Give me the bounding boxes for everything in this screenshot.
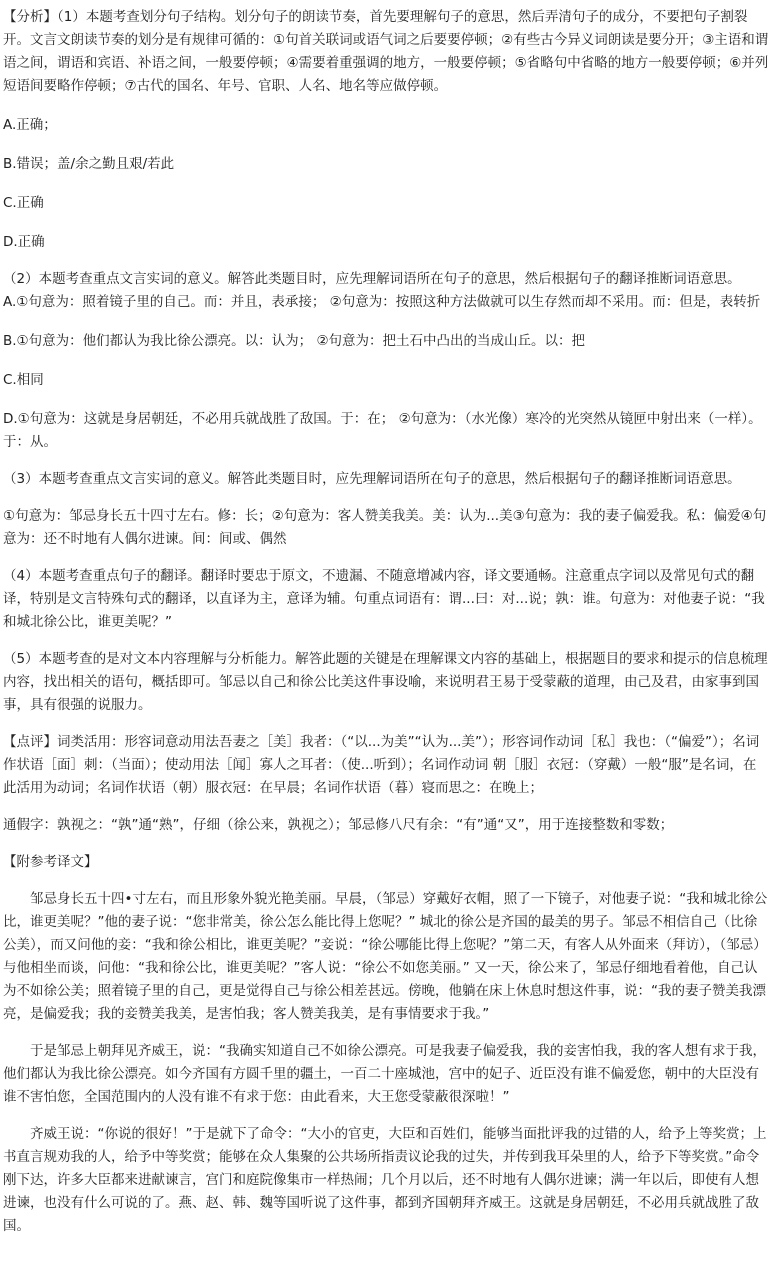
q3-intro: （3）本题考查重点文言实词的意义。解答此类题目时，应先理解词语所在句子的意思，然后根据句子的翻译推断词语意思。 bbox=[3, 471, 741, 487]
q2-option-d: D.①句意为：这就是身居朝廷，不必用兵就战胜了敌国。于：在； ②句意为：（水光像）寒冷的光突然从镜匣中射出来（一样）。于：从。 bbox=[3, 411, 762, 450]
translation-paragraph: 于是邹忌上朝拜见齐威王，说：“我确实知道自己不如徐公漂亮。可是我妻子偏爱我，我的妾害怕我，我的客人想有求于我，他们都认为我比徐公漂亮。如今齐国有方圆千里的疆土，一百二十座城池，宫中的妃子、近臣没有谁不偏爱您，朝中的大臣没有谁不害怕您，全国范围内的人没有谁不有求于您：由此看来，大王您受蒙蔽很深啦！” bbox=[3, 1043, 766, 1105]
translation-paragraph: 齐威王说：“你说的很好！”于是就下了命令：“大小的官吏，大臣和百姓们，能够当面批评我的过错的人，给予上等奖赏；上书直言规劝我的人，给予中等奖赏；能够在众人集聚的公共场所指责议论我的过失，并传到我耳朵里的人，给予下等奖赏。”命令刚下达，许多大臣都来进献谏言，宫门和庭院像集市一样热闹；几个月以后，还不时地有人偶尔进谏；满一年以后，即使有人想进谏，也没有什么可说的了。燕、赵、韩、魏等国听说了这件事，都到齐国朝拜齐威王。这就是身居朝廷，不必用兵就战胜了敌国。 bbox=[3, 1126, 767, 1234]
translation-heading: 【附参考译文】 bbox=[3, 854, 98, 870]
q2-intro: （2）本题考查重点文言实词的意义。解答此类题目时，应先理解词语所在句子的意思，然后根据句子的翻译推断词语意思。 bbox=[3, 271, 741, 287]
tongjia-paragraph: 通假字：孰视之：“孰”通“熟”，仔细（徐公来，孰视之）；邹忌修八尺有余：“有”通“又”，用于连接整数和零数； bbox=[3, 817, 674, 833]
comment-paragraph: 【点评】词类活用：形容词意动用法吾妻之［美］我者：（“以...为美”“认为...美”）；形容词作动词［私］我也：（“偏爱”）；名词作状语［面］刺：（当面）；使动用法［闻］寡人之耳者：（使...听到）；名词作动词 朝［服］衣冠：（穿戴）一般“服”是名词，在此活用为动词；名词作状语（朝）服衣冠：在早晨；名词作状语（暮）寝而思之：在晚上； bbox=[3, 734, 760, 796]
q1-option-a: A.正确； bbox=[3, 117, 57, 133]
q1-option-c: C.正确 bbox=[3, 195, 44, 211]
analysis-intro: 【分析】（1）本题考查划分句子结构。划分句子的朗读节奏，首先要理解句子的意思，然后弄清句子的成分，不要把句子割裂开。文言文朗读节奏的划分是有规律可循的：①句首关联词或语气词之后要要停顿；②有些古今异义词朗读是要分开；③主语和谓语之间，谓语和宾语、补语之间，一般要停顿；④需要着重强调的地方，一般要停顿；⑤省略句中省略的地方一般要停顿；⑥并列短语间要略作停顿；⑦古代的国名、年号、官职、人名、地名等应做停顿。 bbox=[3, 9, 769, 94]
q3-body: ①句意为：邹忌身长五十四寸左右。修：长；②句意为：客人赞美我美。美：认为...美③句意为：我的妻子偏爱我。私：偏爱④句意为：还不时地有人偶尔进谏。间：间或、偶然 bbox=[3, 508, 767, 547]
q1-option-b: B.错误；盖/余之勤且艰/若此 bbox=[3, 156, 175, 172]
q2-option-a: A.①句意为：照着镜子里的自己。而：并且，表承接； ②句意为：按照这种方法做就可以生存然而却不采用。而：但是，表转折 bbox=[3, 294, 761, 310]
q5-paragraph: （5）本题考查的是对文本内容理解与分析能力。解答此题的关键是在理解课文内容的基础上，根据题目的要求和提示的信息梳理内容，找出相关的语句，概括即可。邹忌以自己和徐公比美这件事设喻，来说明君王易于受蒙蔽的道理，由己及君，由家事到国事，具有很强的说服力。 bbox=[3, 651, 768, 713]
q2-option-b: B.①句意为：他们都认为我比徐公漂亮。以：认为； ②句意为：把土石中凸出的当成山丘。以：把 bbox=[3, 333, 586, 349]
translation-paragraph: 邹忌身长五十四•寸左右，而且形象外貌光艳美丽。早晨，（邹忌）穿戴好衣帽，照了一下镜子，对他妻子说：“我和城北徐公比，谁更美呢？”他的妻子说：“您非常美，徐公怎么能比得上您呢？” 城北的徐公是齐国的最美的男子。邹忌不相信自己（比徐公美），而又问他的妾：“我和徐公相比，谁更美呢？”妾说：“徐公哪能比得上您呢？”第二天，有客人从外面来（拜访），（邹忌）与他相坐而谈，问他：“我和徐公比，谁更美呢？”客人说：“徐公不如您美丽。” 又一天，徐公来了，邹忌仔细地看着他，自己认为不如徐公美；照着镜子里的自己，更是觉得自己与徐公相差甚远。傍晚，他躺在床上休息时想这件事，说：“我的妻子赞美我漂亮，是偏爱我；我的妾赞美我美，是害怕我；客人赞美我美，是有事情要求于我。” bbox=[3, 891, 768, 1022]
q1-option-d: D.正确 bbox=[3, 234, 45, 250]
q2-option-c: C.相同 bbox=[3, 372, 44, 388]
q4-paragraph: （4）本题考查重点句子的翻译。翻译时要忠于原文，不遗漏、不随意增减内容，译文要通畅。注意重点字词以及常见句式的翻译，特别是文言特殊句式的翻译，以直译为主，意译为辅。句重点词语有：谓...曰：对...说；孰：谁。句意为：对他妻子说：“我和城北徐公比，谁更美呢？” bbox=[3, 568, 765, 630]
